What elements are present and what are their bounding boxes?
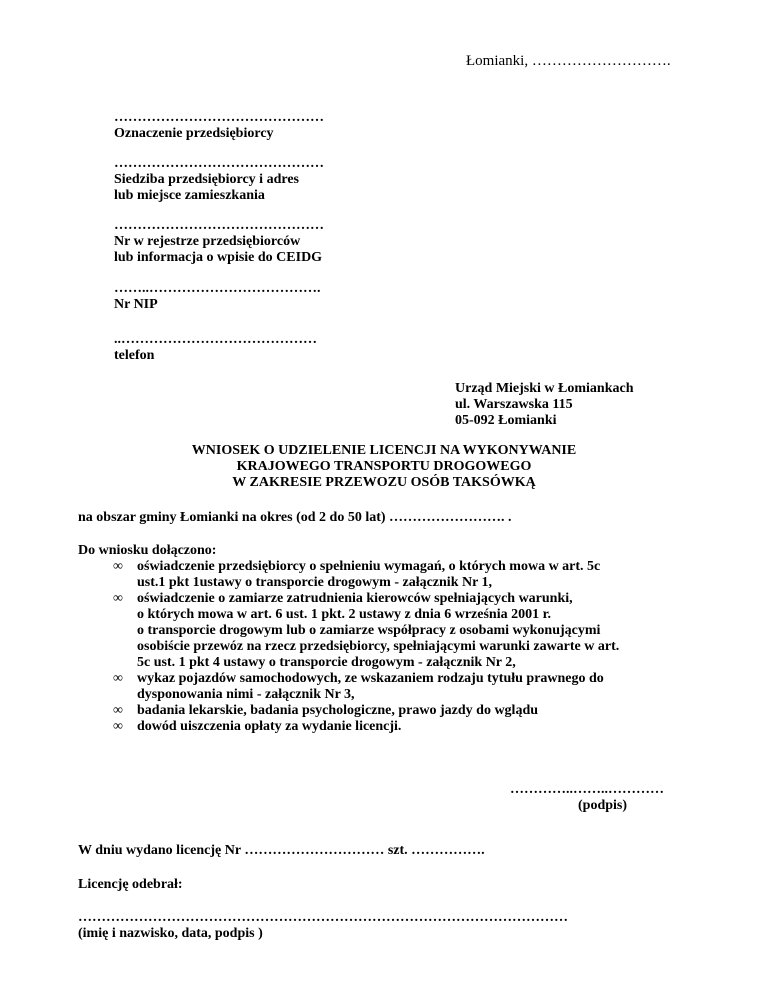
- recipient-office: Urząd Miejski w Łomiankach: [455, 381, 634, 396]
- license-issued-line: W dniu wydano licencję Nr ………………………… szt. …………….: [78, 843, 485, 858]
- territory-period-line: na obszar gminy Łomianki na okres (od 2 do 50 lat) ……………………. .: [78, 510, 512, 525]
- sender-field-dots: ……..……………………………….: [114, 281, 321, 296]
- attachment-text-line: wykaz pojazdów samochodowych, ze wskazaniem rodzaju tytułu prawnego do: [137, 671, 604, 686]
- attachment-item: [113, 671, 675, 703]
- title-line-2: KRAJOWEGO TRANSPORTU DROGOWEGO: [236, 459, 532, 474]
- attachment-text-line: dowód uiszczenia opłaty za wydanie licencji.: [137, 719, 402, 734]
- attachment-text-line: badania lekarskie, badania psychologiczne, prawo jazdy do wglądu: [137, 703, 539, 718]
- sender-field: [114, 218, 324, 266]
- signature-dots: …………..……..…………: [510, 782, 664, 797]
- infinity-bullet-icon: ∞: [113, 703, 123, 718]
- attachment-item: [113, 703, 675, 719]
- attachment-text-line: dysponowania nimi - załącznik Nr 3,: [137, 687, 355, 702]
- sender-field-label: lub informacja o wpisie do CEIDG: [114, 250, 323, 265]
- sender-field-dots: ..……………………………………: [114, 332, 317, 347]
- document-title: [0, 443, 768, 491]
- sender-field-label: lub miejsce zamieszkania: [114, 188, 265, 203]
- signature-label: (podpis): [578, 798, 628, 813]
- recipient-address: [455, 381, 634, 429]
- sender-field-label: Nr NIP: [114, 297, 158, 312]
- attachment-text-line: o transporcie drogowym lub o zamiarze współpracy z osobami wykonującymi: [137, 623, 601, 638]
- attachment-text-line: ust.1 pkt 1ustawy o transporcie drogowym - załącznik Nr 1,: [137, 575, 493, 590]
- received-signature-dots: ……………………………………………………………………………………………: [78, 910, 568, 925]
- attachment-text-line: osobiście przewóz na rzecz przedsiębiorcy, spełniającymi warunki zawarte w art.: [137, 639, 620, 654]
- attachment-text-line: o których mowa w art. 6 ust. 1 pkt. 2 ustawy z dnia 6 września 2001 r.: [137, 607, 552, 622]
- received-signature-caption: (imię i nazwisko, data, podpis ): [78, 926, 263, 941]
- sender-field: [114, 110, 324, 142]
- infinity-bullet-icon: ∞: [113, 671, 123, 686]
- sender-field-label: Siedziba przedsiębiorcy i adres: [114, 172, 299, 187]
- recipient-street: ul. Warszawska 115: [455, 397, 573, 412]
- sender-field-dots: ………………………………………: [114, 156, 324, 171]
- infinity-bullet-icon: ∞: [113, 559, 123, 574]
- infinity-bullet-icon: ∞: [113, 591, 123, 606]
- attachment-text-line: oświadczenie przedsiębiorcy o spełnieniu wymagań, o których mowa w art. 5c: [137, 559, 601, 574]
- sender-field: [114, 281, 321, 313]
- attachment-text-line: oświadczenie o zamiarze zatrudnienia kierowców spełniających warunki,: [137, 591, 573, 606]
- infinity-bullet-icon: ∞: [113, 719, 123, 734]
- title-line-3: W ZAKRESIE PRZEWOZU OSÓB TAKSÓWKĄ: [232, 475, 536, 490]
- attachment-item: [113, 559, 675, 591]
- title-line-1: WNIOSEK O UDZIELENIE LICENCJI NA WYKONYWANIE: [191, 443, 577, 458]
- sender-field-label: Nr w rejestrze przedsiębiorców: [114, 234, 301, 249]
- sender-field: [114, 156, 324, 204]
- recipient-postal-city: 05-092 Łomianki: [455, 413, 557, 428]
- license-received-label: Licencję odebrał:: [78, 877, 183, 892]
- attachment-item: [113, 591, 675, 671]
- attachments-list: [113, 559, 675, 735]
- sender-field-dots: ………………………………………: [114, 110, 324, 125]
- sender-field-label: Oznaczenie przedsiębiorcy: [114, 126, 274, 141]
- sender-field-label: telefon: [114, 348, 155, 363]
- attachment-item: [113, 719, 675, 735]
- sender-field: [114, 332, 317, 364]
- attachments-heading: Do wniosku dołączono:: [78, 543, 217, 558]
- sender-field-dots: ………………………………………: [114, 218, 324, 233]
- attachment-text-line: 5c ust. 1 pkt 4 ustawy o transporcie drogowym - załącznik Nr 2,: [137, 655, 516, 670]
- place-date-line: Łomianki, ……………………….: [466, 53, 671, 69]
